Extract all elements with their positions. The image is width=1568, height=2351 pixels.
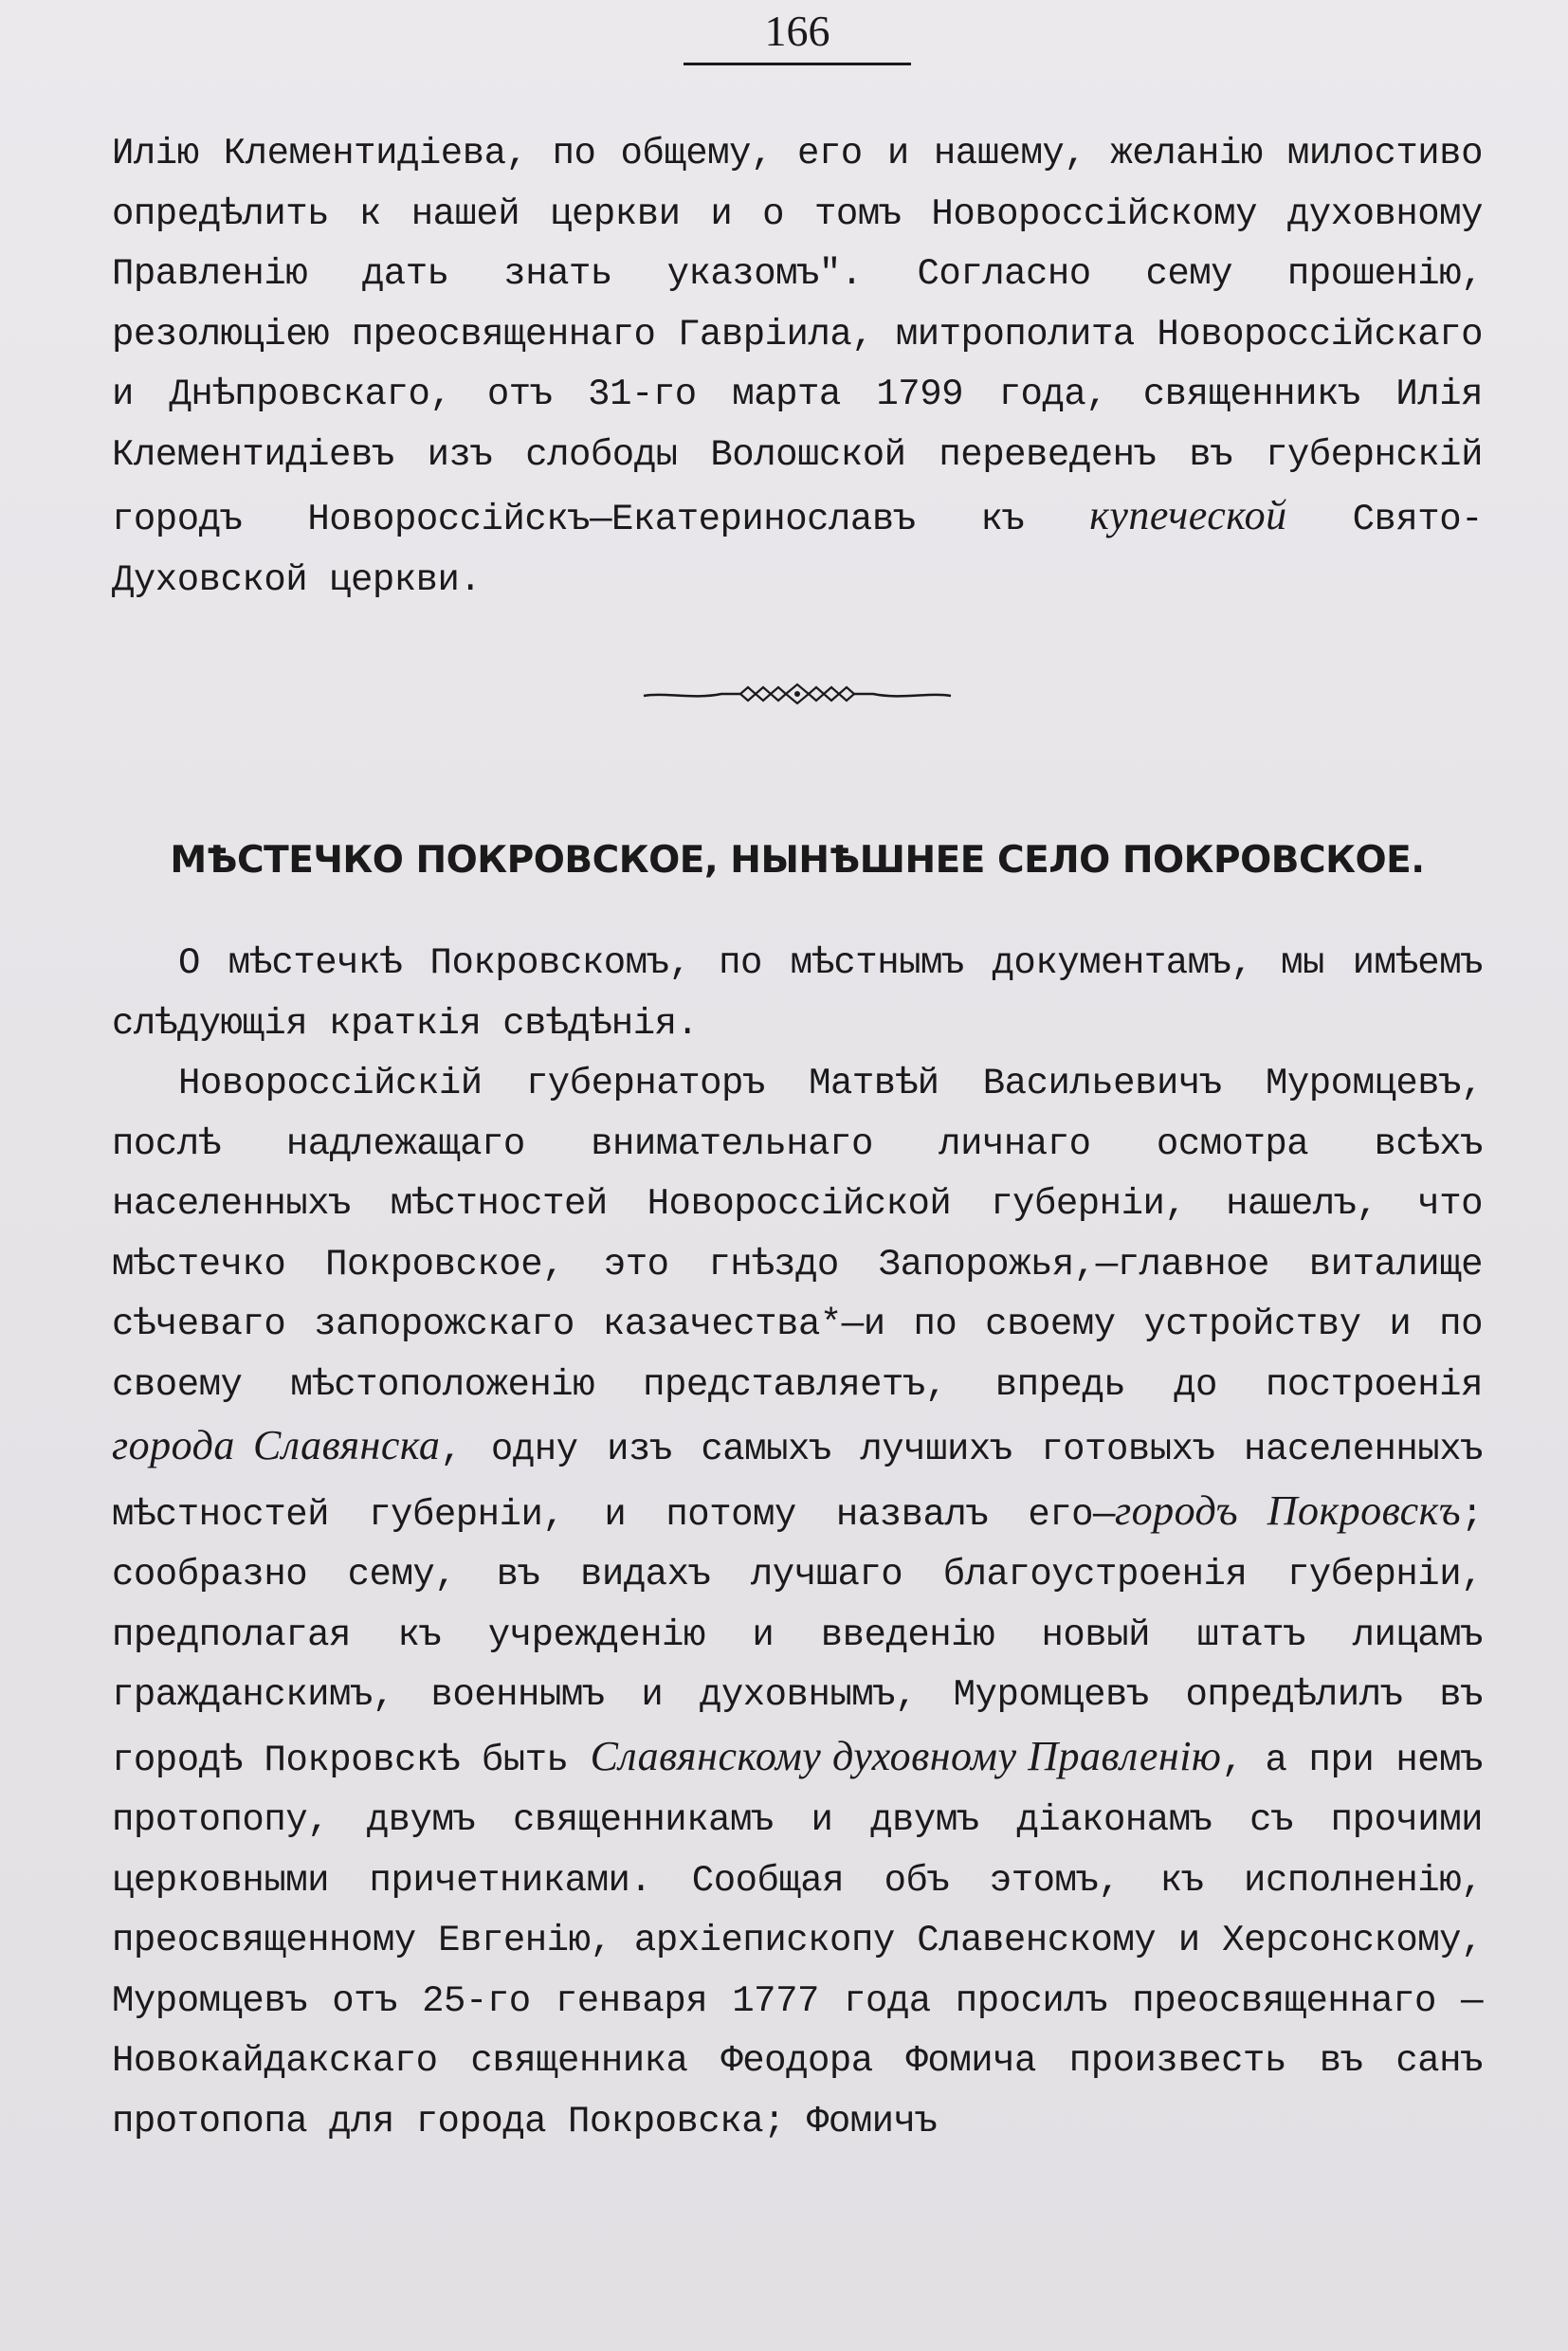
italic-text: Славянскому духовному Правленію	[590, 1732, 1222, 1779]
text-run: Свято-Духовской церкви.	[112, 499, 1484, 601]
page-number: 166	[684, 0, 911, 65]
text-run: Новороссійскій губернаторъ Матвѣй Васильевичъ Муромцевъ, послѣ надлежащаго внимательнаго личнаго осмотра всѣхъ населенныхъ мѣстностей Новороссійской губерніи, нашелъ, что мѣстечко Покровское, это гнѣздо Запорожья,—главное виталище сѣчеваго запорожскаго казачества*—и по своему устройству и по своему мѣстоположенію представляетъ, впредь до построенія	[112, 1063, 1483, 1406]
text-run: , одну изъ самыхъ лучшихъ готовыхъ населенныхъ мѣстностей губерніи, и потому назвалъ его—	[112, 1429, 1483, 1536]
italic-text: купеческой	[1089, 492, 1287, 538]
text-run: , а при немъ протопопу, двумъ священникамъ и двумъ діаконамъ съ прочими церковными причетниками. Сообщая объ этомъ, къ исполненію, преосвященному Евгенію, архіепископу Славенскому и Херсонскому, Муромцевъ отъ 25-го генваря 1777 года просилъ преосвященнаго — Новокайдакскаго священника Феодора Фомича произвесть въ санъ протопопа для города Покровска; Фомичъ	[112, 1739, 1483, 2142]
italic-text: города Славянска	[112, 1422, 441, 1468]
paragraph	[112, 1054, 1483, 2152]
section-heading: МѢСТЕЧКО ПОКРОВСКОЕ, НЫНѢШНЕЕ СЕЛО ПОКРОВСКОЕ.	[170, 839, 1425, 882]
decorative-ornament-icon	[636, 679, 958, 707]
italic-text: городъ Покровскъ	[1114, 1486, 1462, 1534]
text-run: Илію Клементидіева, по общему, его и нашему, желанію милостиво опредѣлить к нашей церкви и о томъ Новороссійскому духовному Правленію дать знать указомъ". Согласно сему прошенію, резолюціею преосвященнаго Гавріила, митрополита Новороссійскаго и Днѣпровскаго, отъ 31-го марта 1799 года, священникъ Илія Клементидіевъ изъ слободы Волошской переведенъ въ губернскій городъ Новороссійскъ—Екатеринославъ къ	[112, 133, 1483, 540]
paragraph-continued	[112, 124, 1483, 611]
paragraph: О мѣстечкѣ Покровскомъ, по мѣстнымъ документамъ, мы имѣемъ слѣдующія краткія свѣдѣнія.	[112, 942, 1483, 1045]
text-run: ; сообразно сему, въ видахъ лучшаго благоустроенія губерніи, предполагая къ учрежденію и введенію новый штатъ лицамъ гражданскимъ, военнымъ и духовнымъ, Муромцевъ опредѣлилъ въ городѣ Покровскѣ быть	[112, 1493, 1483, 1781]
